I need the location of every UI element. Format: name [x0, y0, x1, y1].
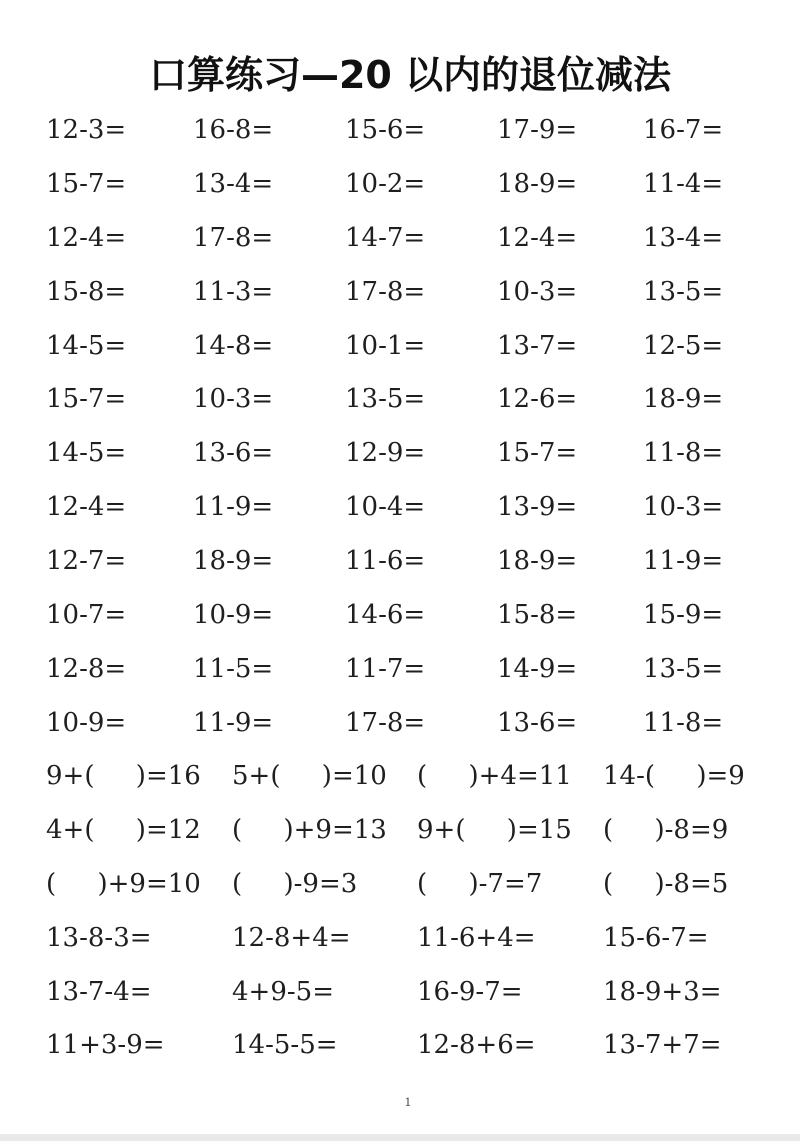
arithmetic-problem: 13-7-4=: [46, 976, 152, 1007]
arithmetic-problem: 9+( )=15: [417, 814, 572, 845]
problem-row: [46, 434, 786, 488]
arithmetic-problem: 14-5-5=: [232, 1030, 338, 1061]
problem-row: [46, 542, 786, 596]
arithmetic-problem: 13-4=: [193, 168, 274, 199]
arithmetic-problem: 14-9=: [497, 653, 578, 684]
worksheet-title: 口算练习—20 以内的退位减法: [148, 53, 672, 97]
subtraction-grid: [46, 111, 786, 758]
arithmetic-problem: 18-9=: [497, 546, 578, 577]
arithmetic-problem: 10-1=: [345, 330, 426, 361]
arithmetic-problem: 13-5=: [345, 384, 426, 415]
arithmetic-problem: 10-3=: [193, 384, 274, 415]
arithmetic-problem: 15-9=: [643, 600, 724, 631]
arithmetic-problem: 14-( )=9: [603, 761, 745, 791]
arithmetic-problem: 10-2=: [345, 168, 426, 199]
arithmetic-problem: 12-6=: [497, 384, 578, 415]
problem-row: [46, 757, 786, 811]
arithmetic-problem: 18-9=: [643, 384, 724, 415]
arithmetic-problem: 10-3=: [497, 276, 578, 307]
problem-row: [46, 1026, 786, 1080]
arithmetic-problem: 11-5=: [193, 653, 274, 684]
arithmetic-problem: 12-4=: [46, 222, 127, 253]
arithmetic-problem: 17-8=: [345, 276, 426, 307]
problem-row: [46, 919, 786, 973]
arithmetic-problem: 13-5=: [643, 276, 724, 307]
arithmetic-problem: ( )+4=11: [417, 761, 572, 791]
arithmetic-problem: 11-6=: [345, 546, 426, 577]
arithmetic-problem: ( )+9=10: [46, 868, 201, 899]
arithmetic-problem: 15-7=: [497, 438, 578, 469]
arithmetic-problem: 18-9+3=: [603, 976, 722, 1007]
arithmetic-problem: 16-9-7=: [417, 976, 523, 1007]
arithmetic-problem: 17-8=: [345, 707, 426, 738]
arithmetic-problem: 14-6=: [345, 600, 426, 631]
arithmetic-problem: 11-9=: [193, 707, 274, 738]
problem-row: [46, 111, 786, 165]
arithmetic-problem: 10-9=: [193, 600, 274, 631]
arithmetic-problem: 13-7+7=: [603, 1030, 722, 1061]
arithmetic-problem: 16-8=: [193, 115, 274, 145]
arithmetic-problem: 9+( )=16: [46, 761, 201, 791]
arithmetic-problem: 14-5=: [46, 438, 127, 469]
problem-row: [46, 704, 786, 758]
problem-row: [46, 165, 786, 219]
arithmetic-problem: ( )-9=3: [232, 868, 358, 899]
arithmetic-problem: 16-7=: [643, 115, 724, 145]
arithmetic-problem: 13-9=: [497, 492, 578, 523]
arithmetic-problem: 10-7=: [46, 600, 127, 631]
arithmetic-problem: 14-5=: [46, 330, 127, 361]
arithmetic-problem: 11-4=: [643, 168, 724, 199]
arithmetic-problem: 12-7=: [46, 546, 127, 577]
arithmetic-problem: 11-9=: [643, 546, 724, 577]
problem-row: [46, 811, 786, 865]
arithmetic-problem: 11-8=: [643, 438, 724, 469]
arithmetic-problem: ( )-7=7: [417, 868, 543, 899]
arithmetic-problem: 11-6+4=: [417, 922, 536, 953]
arithmetic-problem: 12-3=: [46, 115, 127, 145]
arithmetic-problem: 5+( )=10: [232, 761, 387, 791]
arithmetic-problem: 18-9=: [193, 546, 274, 577]
problem-row: [46, 596, 786, 650]
problem-row: [46, 488, 786, 542]
arithmetic-problem: 15-6=: [345, 115, 426, 145]
arithmetic-problem: 13-7=: [497, 330, 578, 361]
arithmetic-problem: 15-7=: [46, 384, 127, 415]
arithmetic-problem: ( )-8=5: [603, 868, 729, 899]
arithmetic-problem: 10-3=: [643, 492, 724, 523]
arithmetic-problem: 15-8=: [46, 276, 127, 307]
arithmetic-problem: 11-3=: [193, 276, 274, 307]
arithmetic-problem: ( )+9=13: [232, 814, 387, 845]
arithmetic-problem: 11+3-9=: [46, 1030, 165, 1061]
arithmetic-problem: 10-4=: [345, 492, 426, 523]
mixed-problems-grid: [46, 757, 786, 1080]
arithmetic-problem: 12-4=: [497, 222, 578, 253]
problem-row: [46, 865, 786, 919]
problem-row: [46, 273, 786, 327]
arithmetic-problem: 12-9=: [345, 438, 426, 469]
arithmetic-problem: 12-8+6=: [417, 1030, 536, 1061]
arithmetic-problem: 12-8=: [46, 653, 127, 684]
arithmetic-problem: 18-9=: [497, 168, 578, 199]
arithmetic-problem: 11-7=: [345, 653, 426, 684]
arithmetic-problem: 12-8+4=: [232, 922, 351, 953]
arithmetic-problem: 13-6=: [193, 438, 274, 469]
problem-row: [46, 650, 786, 704]
arithmetic-problem: 4+9-5=: [232, 976, 334, 1007]
page-number: 1: [404, 1096, 412, 1109]
arithmetic-problem: 11-9=: [193, 492, 274, 523]
arithmetic-problem: 12-4=: [46, 492, 127, 523]
arithmetic-problem: 14-8=: [193, 330, 274, 361]
arithmetic-problem: 13-5=: [643, 653, 724, 684]
arithmetic-problem: 10-9=: [46, 707, 127, 738]
arithmetic-problem: ( )-8=9: [603, 814, 729, 845]
problem-row: [46, 973, 786, 1027]
arithmetic-problem: 15-8=: [497, 600, 578, 631]
arithmetic-problem: 4+( )=12: [46, 814, 201, 845]
page-bottom-divider: [0, 1134, 800, 1141]
arithmetic-problem: 13-8-3=: [46, 922, 152, 953]
arithmetic-problem: 15-6-7=: [603, 922, 709, 953]
arithmetic-problem: 14-7=: [345, 222, 426, 253]
arithmetic-problem: 13-4=: [643, 222, 724, 253]
problem-row: [46, 380, 786, 434]
arithmetic-problem: 17-9=: [497, 115, 578, 145]
arithmetic-problem: 11-8=: [643, 707, 724, 738]
arithmetic-problem: 12-5=: [643, 330, 724, 361]
arithmetic-problem: 17-8=: [193, 222, 274, 253]
arithmetic-problem: 15-7=: [46, 168, 127, 199]
problem-row: [46, 219, 786, 273]
problem-row: [46, 327, 786, 381]
arithmetic-problem: 13-6=: [497, 707, 578, 738]
